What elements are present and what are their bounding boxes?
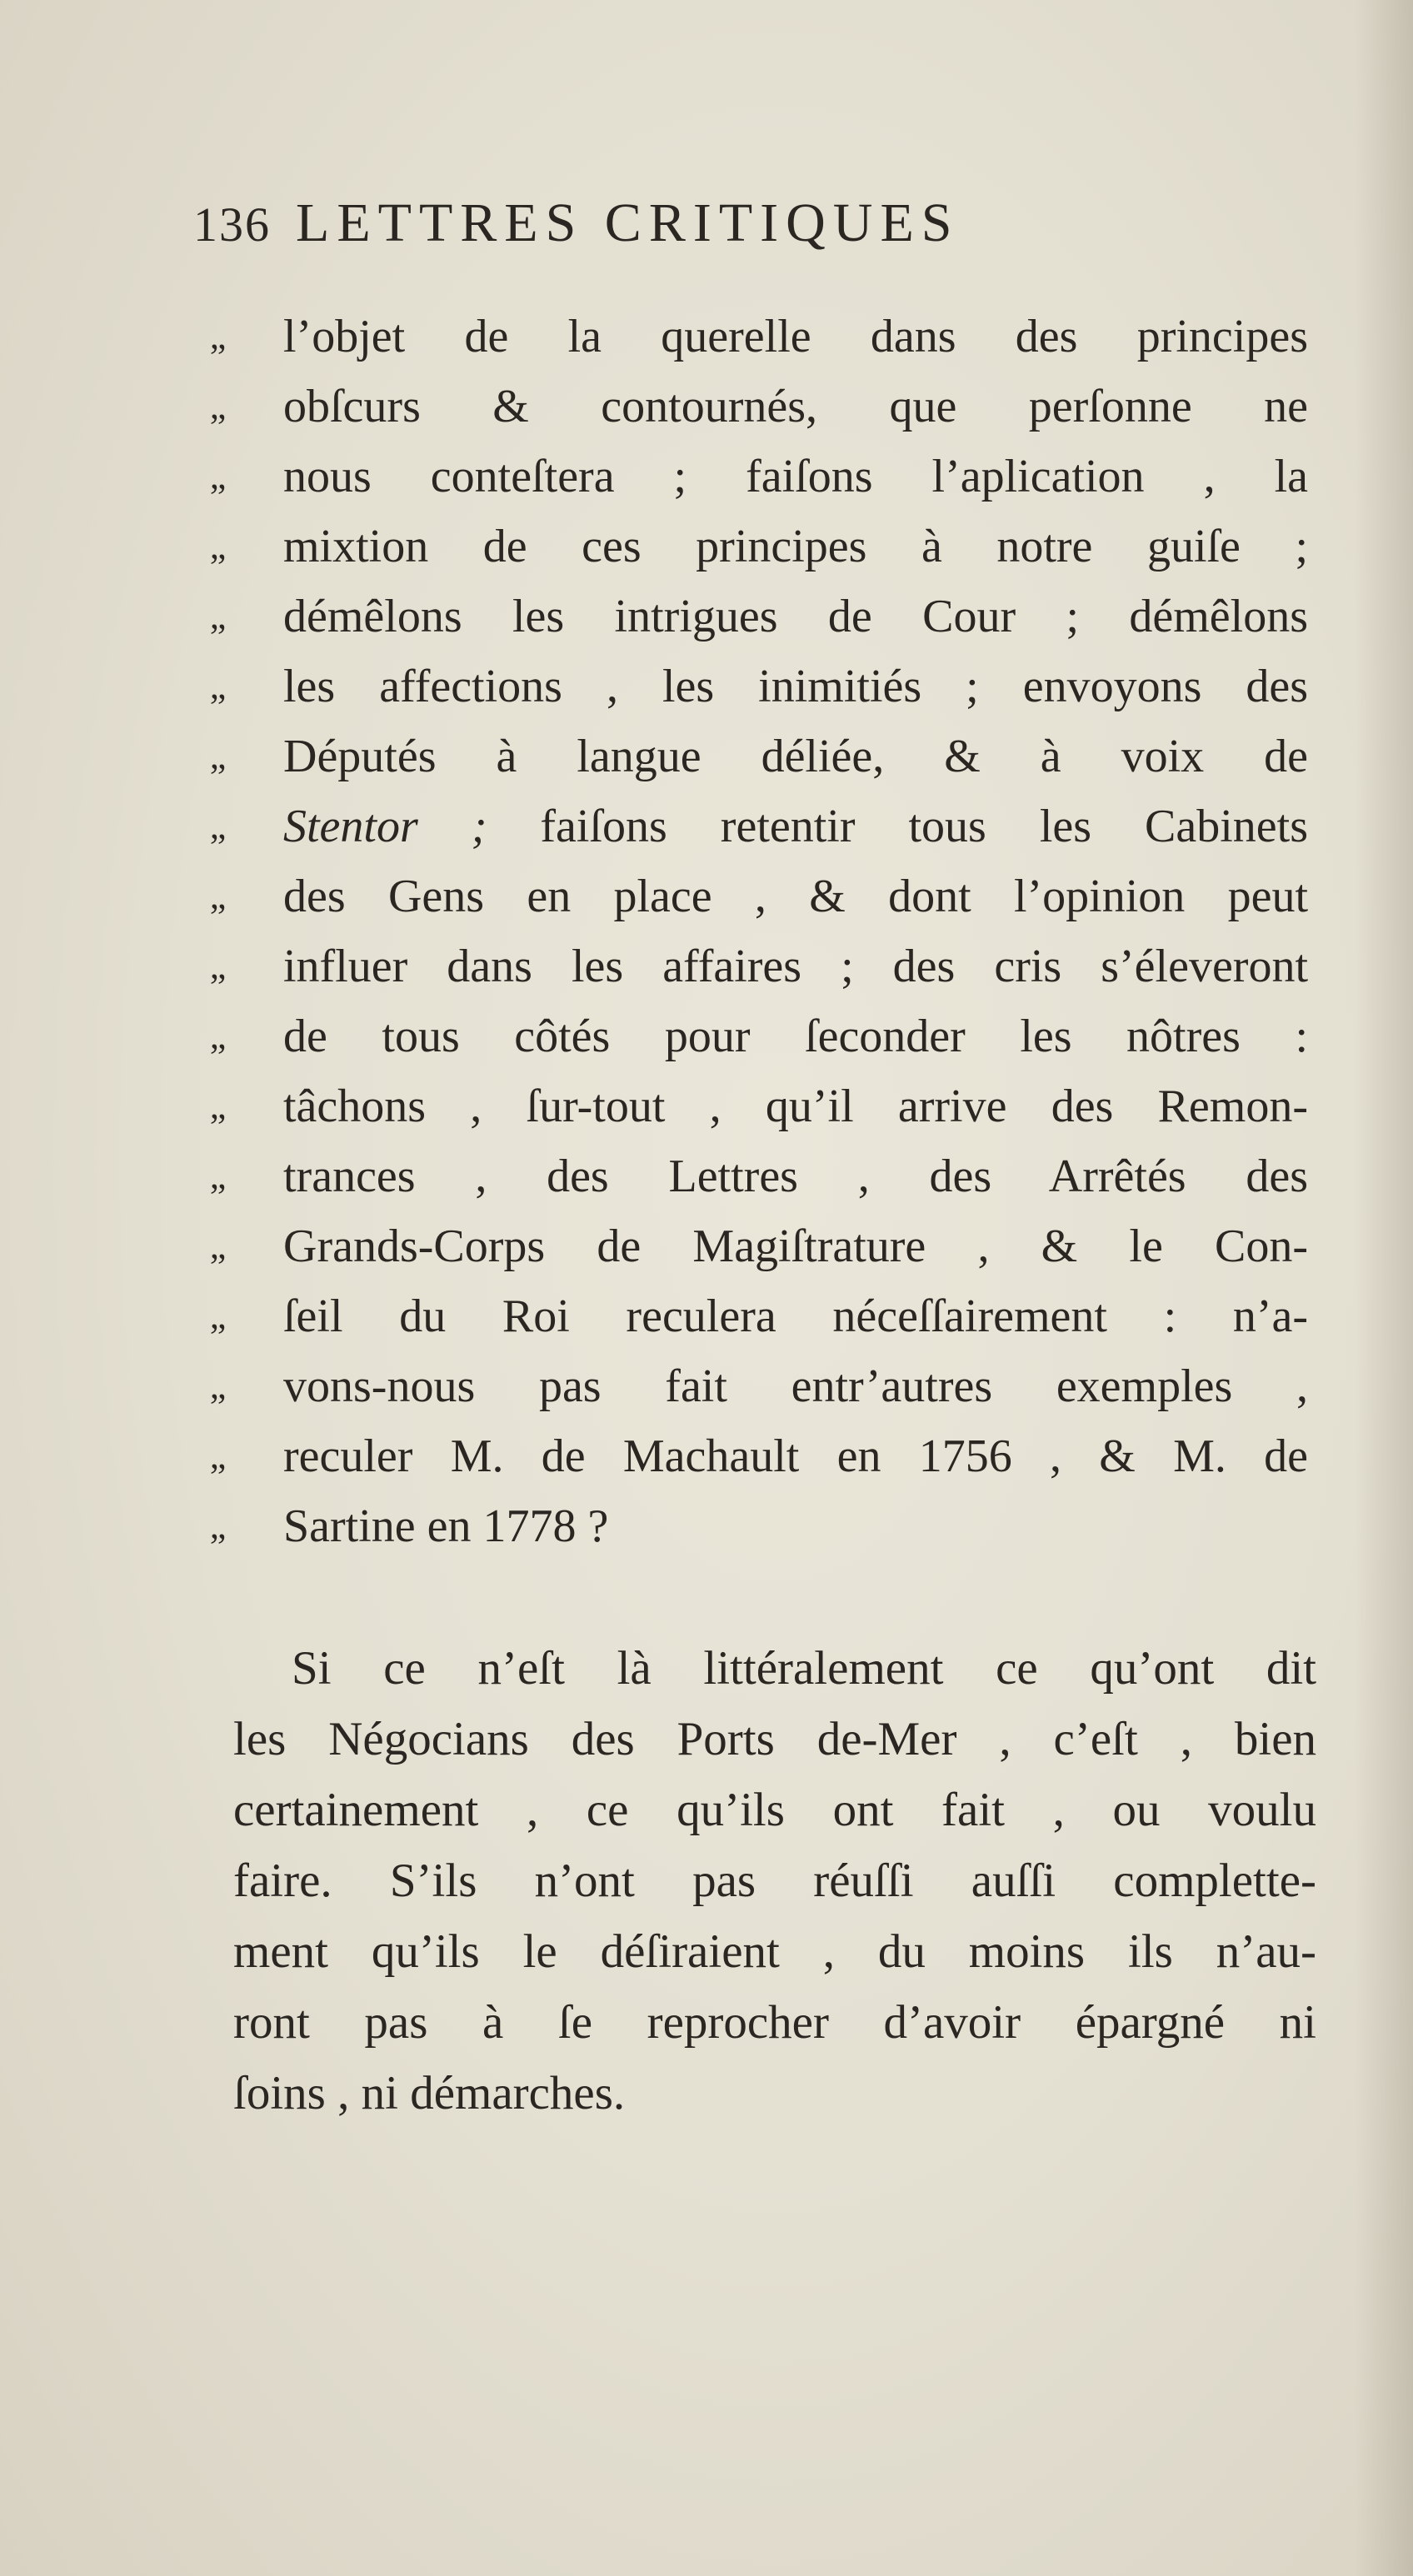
paragraph-line: certainement , ce qu’ils ont fait , ou voulu [233,1784,1316,1836]
quotation-line [210,791,1318,861]
quotation-line [210,372,1318,442]
paragraph-line: faire. S’ils n’ont pas réuſſi auſſi complette- [233,1855,1316,1907]
quotation-line [210,721,1318,791]
quotation-text: de tous côtés pour ſeconder les nôtres : [283,1011,1308,1062]
quotation-text: mixtion de ces principes à notre guiſe ; [283,521,1308,572]
quotation-line [210,1071,1318,1141]
quotation-text: ſeil du Roi reculera néceſſairement : n’a- [283,1290,1308,1342]
quotation-line [210,512,1318,582]
quote-mark: ,, [210,386,225,427]
quotation-block [210,302,1318,1561]
quotation-text: Sartine en 1778 ? [283,1500,609,1552]
quotation-line [210,1491,1318,1561]
quotation-line [210,1351,1318,1421]
quote-mark: ,, [210,1505,225,1546]
quotation-line [210,651,1318,721]
quote-mark: ,, [210,806,225,846]
quotation-text-with-italic [283,791,1308,861]
page-number: 136 [193,197,271,252]
quote-mark: ,, [210,316,225,357]
quote-mark: ,, [210,1156,225,1196]
quote-mark: ,, [210,666,225,706]
quotation-text: les affections , les inimitiés ; envoyons des [283,661,1308,712]
quotation-line [210,931,1318,1001]
quote-mark: ,, [210,1435,225,1476]
quote-mark: ,, [210,596,225,637]
quotation-text: Députés à langue déliée, & à voix de [283,731,1308,782]
quote-mark: ,, [210,526,225,567]
quotation-line [210,302,1318,372]
quotation-text-rest: faiſons retentir tous les Cabinets [540,801,1308,852]
body-paragraph [233,1633,1316,2129]
quote-mark: ,, [210,946,225,986]
quotation-text: l’objet de la querelle dans des principes [283,311,1308,362]
quote-mark: ,, [210,1016,225,1056]
quotation-line [210,442,1318,512]
quote-mark: ,, [210,876,225,916]
page-fold-shadow [1355,0,1413,2576]
quotation-line [210,861,1318,931]
quotation-text: des Gens en place , & dont l’opinion peut [283,871,1308,922]
italic-word-stentor: Stentor ; [283,801,487,852]
quote-mark: ,, [210,1226,225,1266]
quotation-text: Grands-Corps de Magiſtrature , & le Con- [283,1221,1308,1272]
running-title: LETTRES CRITIQUES [296,192,960,253]
quotation-line [210,1001,1318,1071]
quotation-line [210,1211,1318,1281]
paragraph-line: ront pas à ſe reprocher d’avoir épargné ni [233,1996,1316,2049]
paragraph-line: Si ce n’eſt là littéralement ce qu’ont dit [292,1642,1316,1695]
quote-mark: ,, [210,1365,225,1406]
quotation-text: vons-nous pas fait entr’autres exemples , [283,1360,1308,1412]
quotation-text: reculer M. de Machault en 1756 , & M. de [283,1430,1308,1482]
quotation-line [210,1281,1318,1351]
quotation-text: tâchons , ſur-tout , qu’il arrive des Remon- [283,1081,1308,1132]
paragraph-line: ſoins , ni démarches. [233,2067,626,2119]
quotation-text: démêlons les intrigues de Cour ; démêlons [283,591,1308,642]
page-header [193,192,1193,267]
quote-mark: ,, [210,456,225,497]
quotation-line [210,1421,1318,1491]
paragraph-line: les Négocians des Ports de-Mer , c’eſt , bien [233,1713,1316,1765]
quotation-text: obſcurs & contournés, que perſonne ne [283,381,1308,432]
paragraph-line: ment qu’ils le déſiraient , du moins ils n’au- [233,1925,1316,1978]
quotation-text: trances , des Lettres , des Arrêtés des [283,1151,1308,1202]
quote-mark: ,, [210,1295,225,1336]
quotation-line [210,582,1318,651]
quotation-line [210,1141,1318,1211]
quotation-text: influer dans les affaires ; des cris s’éleveront [283,941,1308,992]
quotation-text: nous conteſtera ; faiſons l’aplication , la [283,451,1308,502]
quote-mark: ,, [210,1086,225,1126]
quote-mark: ,, [210,736,225,776]
